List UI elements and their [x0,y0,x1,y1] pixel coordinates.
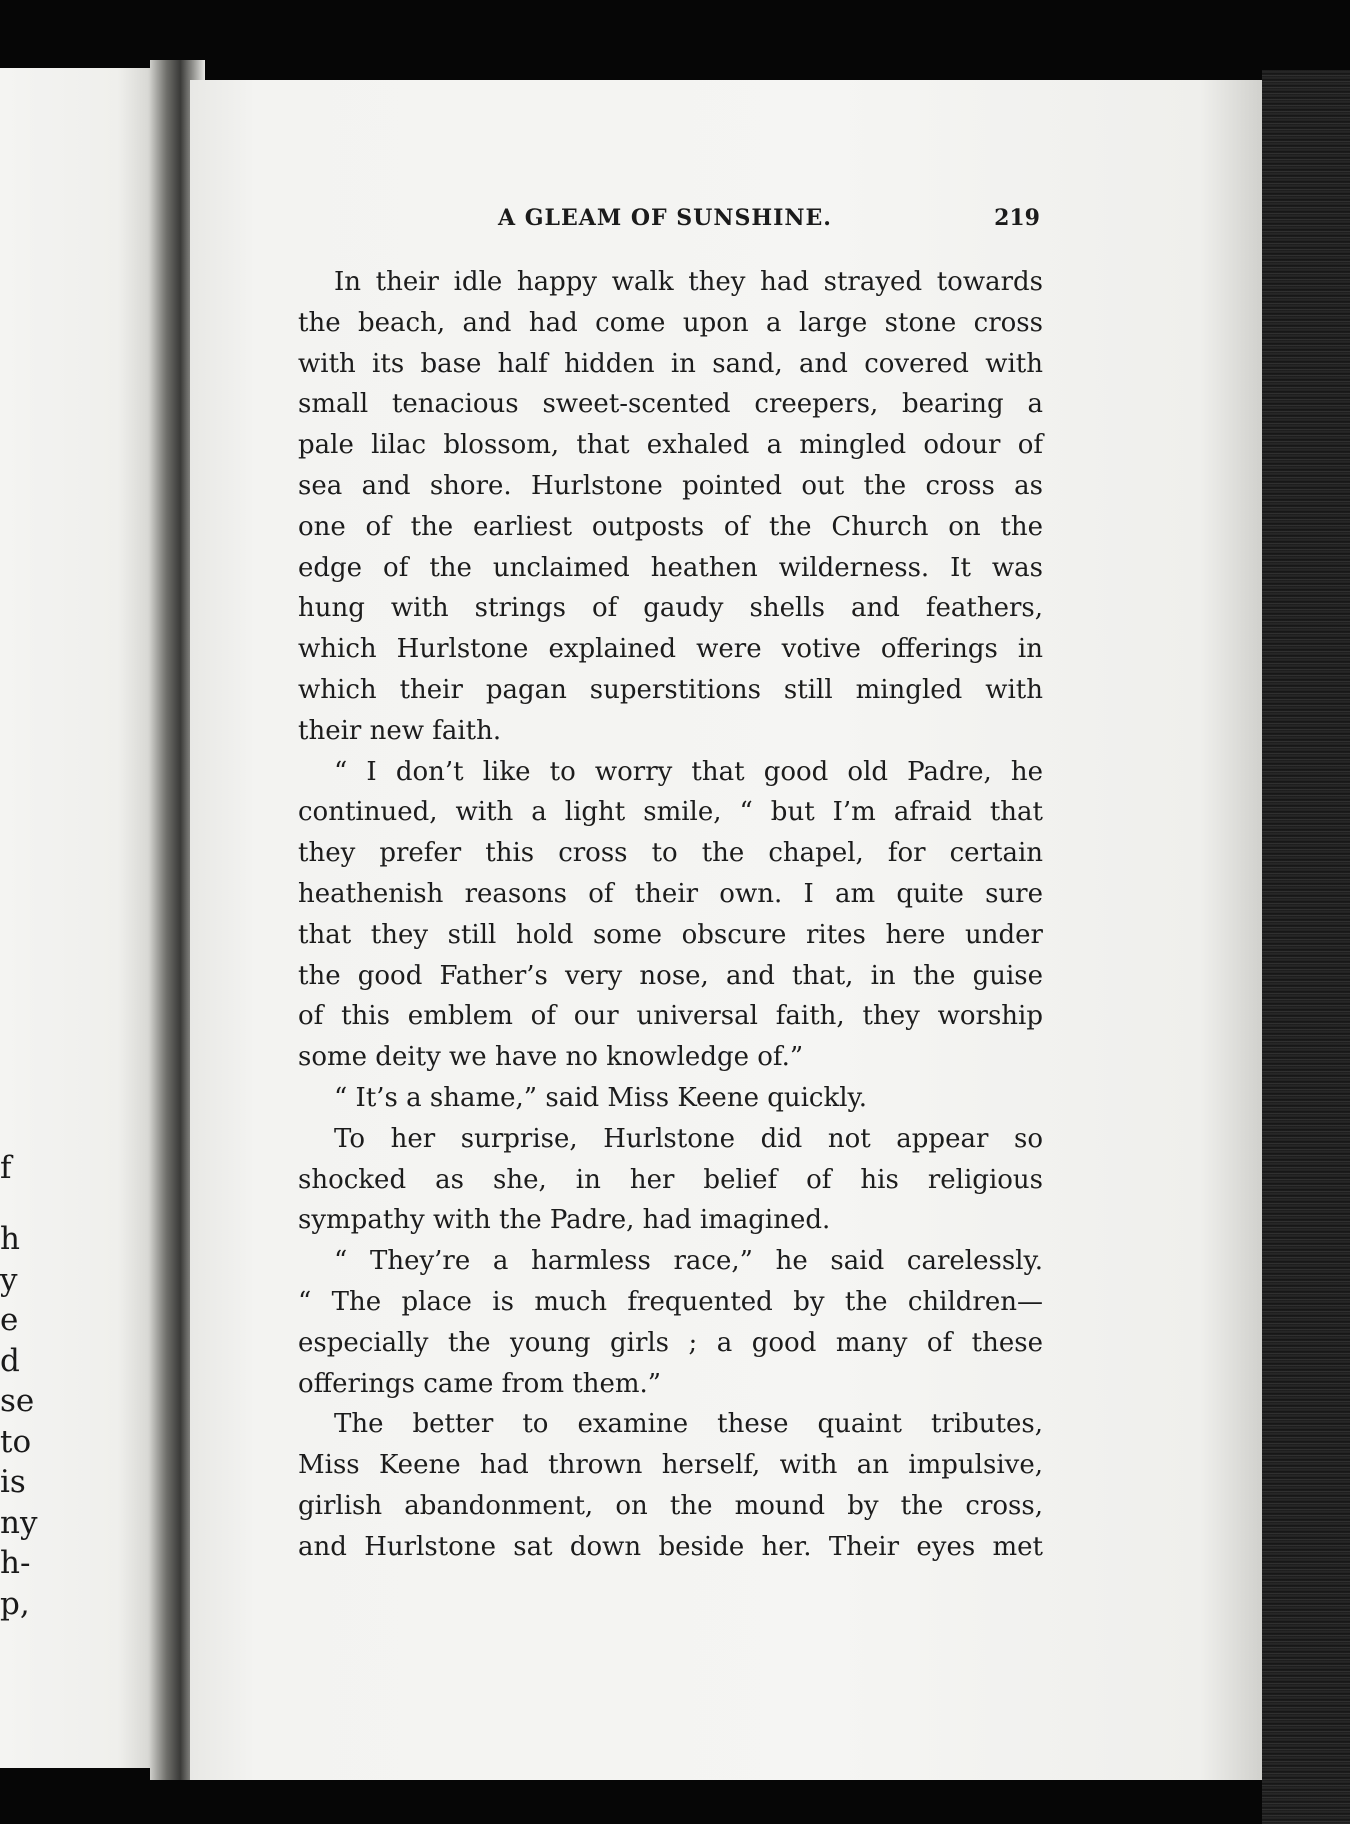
paragraph [298,1404,1043,1567]
left-fragment: to [0,1424,32,1460]
left-fragment: p, [0,1586,30,1622]
left-page-cut-text [0,68,40,1768]
text-line: offerings came from them.” [298,1368,662,1399]
paragraph [298,1241,1043,1404]
text-line: one of the earliest outposts of the Church on the [298,511,1043,542]
text-line: heathenish reasons of their own. I am quite sure [298,878,1043,909]
left-fragment: d [0,1343,20,1379]
paragraph [298,752,1043,1078]
text-line: sea and shore. Hurlstone pointed out the cross as [298,470,1043,501]
body-text [298,262,1043,1568]
text-line: To her surprise, Hurlstone did not appear so [334,1123,1043,1154]
text-line: that they still hold some obscure rites here under [298,919,1043,950]
text-line: the beach, and had come upon a large stone cross [298,307,1043,338]
text-line: hung with strings of gaudy shells and feathers, [298,593,1043,624]
left-fragment: f [0,1150,12,1186]
text-line: “ It’s a shame,” said Miss Keene quickly. [334,1082,868,1113]
left-fragment: is [0,1464,26,1500]
text-line: In their idle happy walk they had strayed towards [334,267,1043,297]
text-line: with its base half hidden in sand, and covered with [298,348,1043,379]
page-header [298,199,1050,239]
left-page-fragment [0,68,168,1768]
left-fragment: h- [0,1545,31,1581]
text-line: edge of the unclaimed heathen wilderness. It was [298,552,1043,583]
text-line: Miss Keene had thrown herself, with an impulsive, [298,1450,1043,1481]
text-line: of this emblem of our universal faith, they worship [298,1001,1043,1032]
text-line: “ They’re a harmless race,” he said carelessly. [334,1246,1043,1277]
text-line: “ The place is much frequented by the children— [298,1286,1043,1317]
text-line: the good Father’s very nose, and that, in the guise [298,960,1043,991]
book-edge [1262,70,1350,1824]
paragraph [298,1078,1043,1119]
text-line: girlish abandonment, on the mound by the cross, [298,1490,1043,1521]
text-line: and Hurlstone sat down beside her. Their eyes met [298,1531,1043,1562]
left-fragment: se [0,1383,35,1419]
text-line: The better to examine these quaint tributes, [334,1409,1043,1440]
left-fragment: ny [0,1505,38,1541]
text-line: “ I don’t like to worry that good old Padre, he [334,756,1043,787]
running-title: A GLEAM OF SUNSHINE. [498,205,832,231]
paragraph [298,1119,1043,1241]
text-line: especially the young girls ; a good many of these [298,1327,1043,1358]
page-number: 219 [994,205,1040,231]
text-line: continued, with a light smile, “ but I’m afraid that [298,797,1043,828]
text-line: pale lilac blossom, that exhaled a mingled odour of [298,430,1043,461]
text-line: their new faith. [298,715,502,746]
text-line: sympathy with the Padre, had imagined. [298,1205,831,1236]
text-line: shocked as she, in her belief of his religious [298,1164,1043,1195]
text-line: which their pagan superstitions still mingled with [298,674,1043,705]
text-line: they prefer this cross to the chapel, for certain [298,838,1043,869]
left-fragment: h [0,1221,20,1257]
left-fragment: y [0,1262,18,1298]
text-line: some deity we have no knowledge of.” [298,1042,804,1073]
paragraph [298,262,1043,752]
text-line: small tenacious sweet-scented creepers, bearing a [298,389,1043,420]
left-fragment: e [0,1302,19,1338]
text-line: which Hurlstone explained were votive offerings in [298,634,1043,665]
